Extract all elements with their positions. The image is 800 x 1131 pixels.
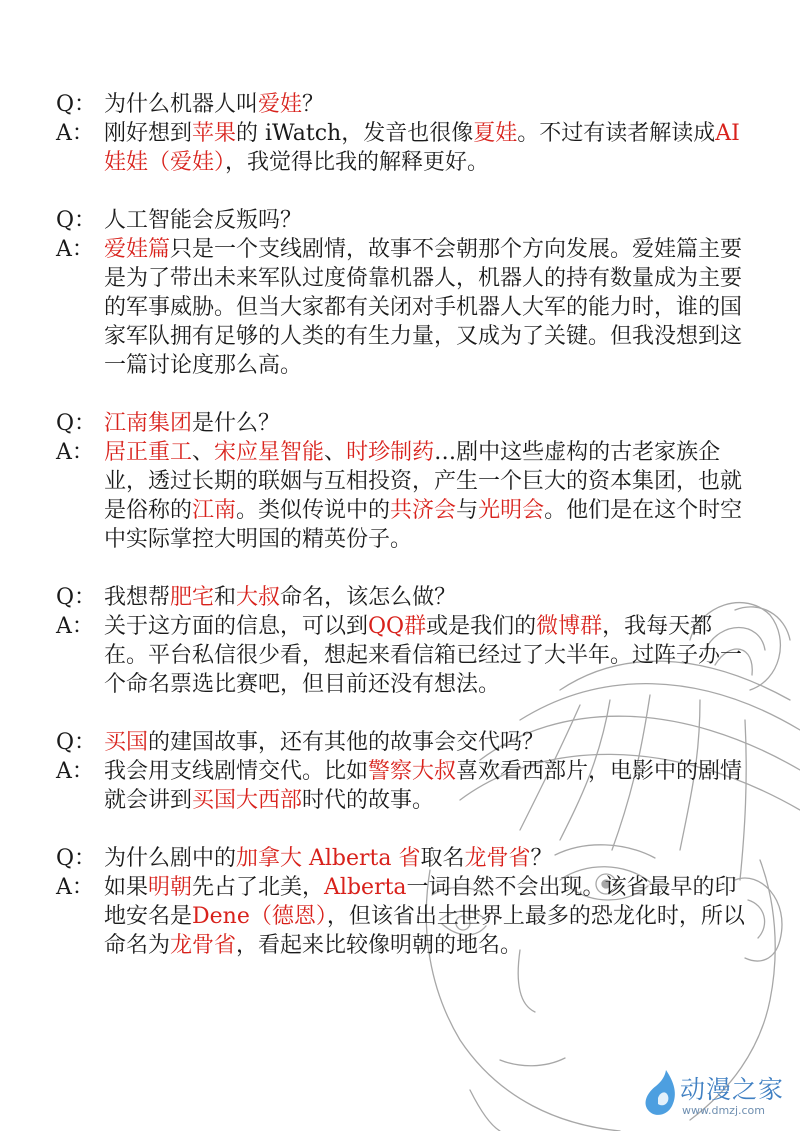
text-segment: 的 iWatch，发音也很像 [236,121,474,146]
question-line [56,583,756,612]
watermark-url: www.dmzj.com [682,1104,765,1117]
answer-marker: A： [56,614,94,639]
answer-line [56,235,756,380]
qa-block [56,728,756,815]
highlight-term: 爱娃篇 [104,237,171,262]
question-line [56,728,756,757]
highlight-term: 买国 [104,730,149,755]
highlight-term: 爱娃 [258,92,303,117]
answer-text [104,757,756,815]
question-marker: Q： [56,846,97,871]
highlight-term: QQ群 [368,614,427,639]
text-segment: 如果 [104,875,149,900]
text-segment: 与 [456,498,479,523]
highlight-term: 买国大西部 [192,788,303,813]
text-segment: 一词自然不会出现。该省最早的印地安名是 [104,875,737,929]
question-text [104,844,756,873]
watermark-name: 动漫之家 [680,1075,785,1104]
answer-text [104,438,756,554]
watermark-logo-icon [640,1068,680,1120]
text-segment: 。类似传说中的 [236,498,391,523]
text-segment: ，看起来比较像明朝的地名。 [236,933,523,958]
text-segment: ？ [530,846,553,871]
answer-text [104,612,756,699]
question-line [56,90,756,119]
question-text [104,206,756,235]
text-segment: 命名，该怎么做？ [280,585,457,610]
text-segment: 和 [214,585,237,610]
question-text [104,90,756,119]
highlight-term: 大叔 [236,585,281,610]
text-segment: 人工智能会反叛吗？ [104,208,303,233]
text-segment: 喜欢看西部片，电影中的剧情就会讲到 [104,759,743,813]
watermark [640,1066,796,1126]
text-segment: 、 [192,440,215,465]
qa-list [56,90,756,989]
question-marker: Q： [56,92,97,117]
text-segment: 或是我们的 [426,614,537,639]
qa-block [56,206,756,380]
question-text [104,583,756,612]
text-segment: 为什么机器人叫 [104,92,259,117]
text-segment: 为什么剧中的 [104,846,237,871]
highlight-term: 加拿大 Alberta 省 [236,846,421,871]
qa-block [56,583,756,699]
qa-block [56,844,756,960]
text-segment: 时代的故事。 [302,788,435,813]
highlight-term: 光明会 [478,498,545,523]
answer-marker: A： [56,875,94,900]
answer-line [56,612,756,699]
answer-marker: A： [56,440,94,465]
answer-text [104,235,756,380]
question-line [56,844,756,873]
answer-line [56,119,756,177]
highlight-term: 明朝 [148,875,193,900]
question-marker: Q： [56,208,97,233]
highlight-term: 肥宅 [170,585,215,610]
text-segment: 我想帮 [104,585,171,610]
text-segment: 的建国故事，还有其他的故事会交代吗？ [148,730,545,755]
highlight-term: 时珍制药 [346,440,435,465]
highlight-term: 共济会 [390,498,457,523]
highlight-term: AI娃娃（爱娃） [104,121,740,175]
answer-marker: A： [56,759,94,784]
answer-line [56,757,756,815]
answer-marker: A： [56,121,94,146]
answer-text [104,873,756,960]
highlight-term: 居正重工 [104,440,193,465]
highlight-term: 苹果 [192,121,237,146]
text-segment: ，我每天都在。平台私信很少看，想起来看信箱已经过了大半年。过阵子办一个命名票选比赛吧，但目前还没有想法。 [104,614,743,697]
text-segment: 、 [324,440,347,465]
text-segment: 。他们是在这个时空中实际掌控大明国的精英份子。 [104,498,743,552]
question-marker: Q： [56,411,97,436]
answer-marker: A： [56,237,94,262]
question-text [104,409,756,438]
highlight-term: Dene（德恩） [192,904,327,929]
text-segment: …剧中这些虚构的古老家族企业，透过长期的联姻与互相投资，产生一个巨大的资本集团，也就是俗称的 [104,440,743,523]
highlight-term: 宋应星智能 [214,440,325,465]
text-segment: ，我觉得比我的解释更好。 [225,150,490,175]
text-segment: 先占了北美， [192,875,325,900]
qa-block [56,409,756,554]
text-segment: 是什么？ [192,411,281,436]
question-line [56,206,756,235]
text-segment: 关于这方面的信息，可以到 [104,614,369,639]
text-segment: 取名 [420,846,465,871]
question-marker: Q： [56,730,97,755]
highlight-term: 龙骨省 [170,933,237,958]
question-marker: Q： [56,585,97,610]
highlight-term: 夏娃 [473,121,518,146]
text-segment: 。不过有读者解读成 [517,121,716,146]
highlight-term: 江南集团 [104,411,193,436]
qa-block [56,90,756,177]
highlight-term: Alberta [324,875,407,900]
highlight-term: 警察大叔 [368,759,457,784]
text-segment: 只是一个支线剧情，故事不会朝那个方向发展。爱娃篇主要是为了带出未来军队过度倚靠机器人，机器人的持有数量成为主要的军事威胁。但当大家都有关闭对手机器人大军的能力时，谁的国家军队拥有足够的人类的有生力量，又成为了关键。但我没想到这一篇讨论度那么高。 [104,237,743,378]
text-segment: 刚好想到 [104,121,193,146]
answer-line [56,873,756,960]
answer-text [104,119,756,177]
text-segment: 我会用支线剧情交代。比如 [104,759,369,784]
text-segment: ，但该省出土世界上最多的恐龙化时，所以命名为 [104,904,745,958]
highlight-term: 江南 [192,498,237,523]
highlight-term: 龙骨省 [464,846,531,871]
question-text [104,728,756,757]
question-line [56,409,756,438]
text-segment: ？ [302,92,325,117]
answer-line [56,438,756,554]
highlight-term: 微博群 [536,614,603,639]
